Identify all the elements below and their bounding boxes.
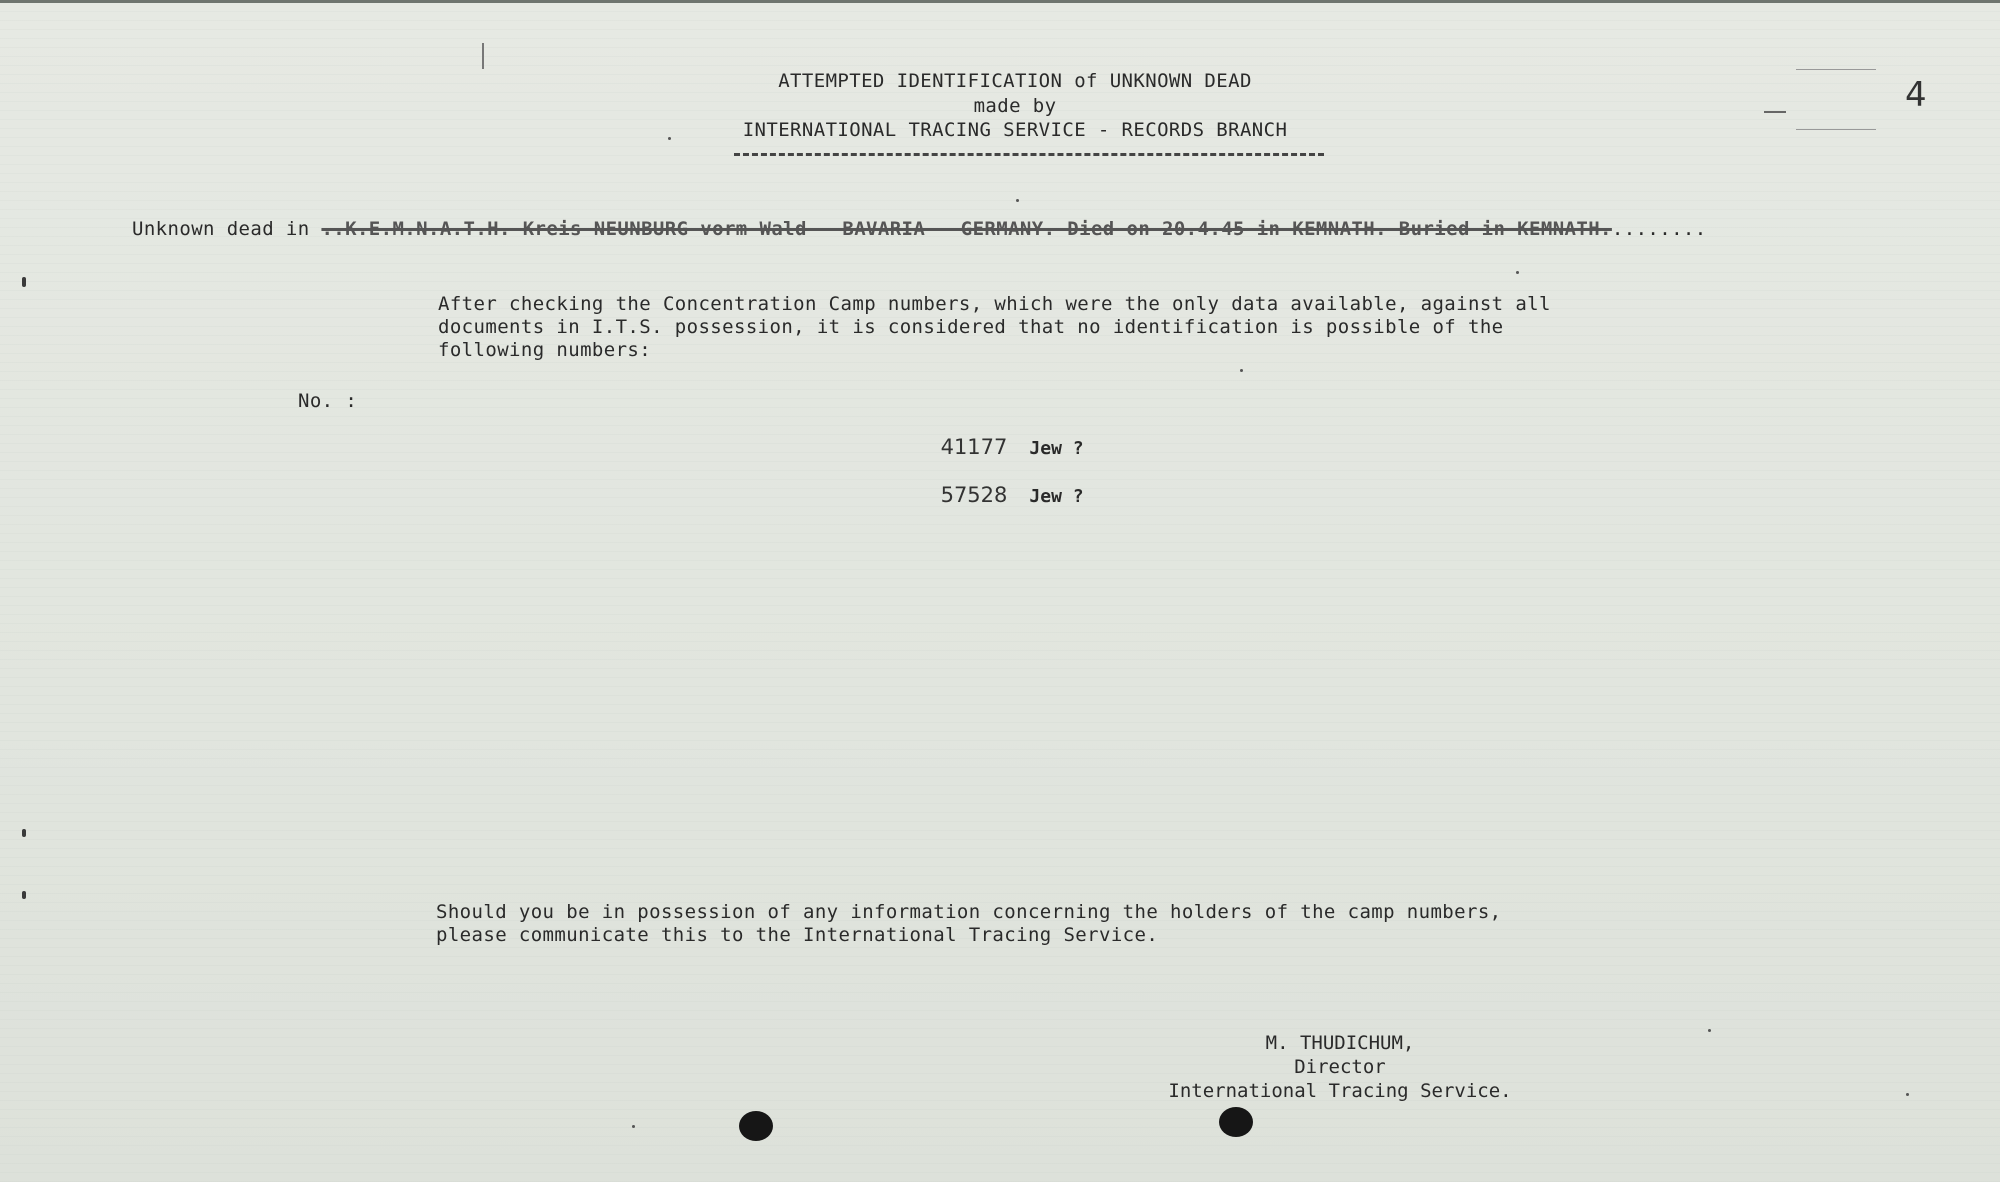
findings-paragraph: After checking the Concentration Camp numbers, which were the only data available, against all documents in I.T.S. possession, it is considered that no identification is possible of the following numbers: [438, 293, 1551, 361]
stray-mark [1796, 129, 1876, 130]
camp-number-entry [890, 459, 1084, 531]
stray-mark [482, 43, 484, 69]
document-title: ATTEMPTED IDENTIFICATION of UNKNOWN DEAD [778, 70, 1252, 92]
signature-block [1150, 1031, 1530, 1103]
margin-mark [22, 277, 26, 287]
punch-hole [739, 1111, 773, 1141]
paper-speck [1016, 199, 1019, 202]
issuing-organization: INTERNATIONAL TRACING SERVICE - RECORDS BRANCH [742, 119, 1288, 141]
paper-speck [632, 1125, 635, 1128]
stray-mark [1796, 69, 1876, 70]
punch-hole [1219, 1107, 1253, 1137]
paper-speck [1240, 369, 1243, 372]
location-prefix: Unknown dead in [132, 218, 322, 240]
signatory-title: Director [1294, 1056, 1386, 1078]
page-number: 4 [1905, 75, 1927, 115]
stray-mark [1764, 111, 1786, 113]
camp-number: 57528 [940, 483, 1008, 507]
location-line [132, 217, 1707, 241]
camp-number-note: Jew ? [1029, 486, 1084, 507]
camp-number: 41177 [940, 435, 1008, 459]
signatory-name: M. THUDICHUM, [1265, 1032, 1415, 1054]
document-subtitle: made by [973, 95, 1057, 117]
location-struck-text: ..K.E.M.N.A.T.H. Kreis NEUNBURG vorm Wald - BAVARIA - GERMANY. Died on 20.4.45 in KEMNATH. Buried in KEMNATH. [321, 218, 1612, 240]
location-dots: ........ [1611, 218, 1707, 240]
title-underline [734, 153, 1324, 156]
margin-mark [22, 891, 26, 899]
paper-speck [668, 137, 671, 140]
margin-mark [22, 829, 26, 837]
request-paragraph: Should you be in possession of any information concerning the holders of the camp numbers, please communicate this to the International Tracing Service. [436, 901, 1502, 946]
paper-speck [1708, 1029, 1711, 1032]
numbers-label: No. : [298, 390, 358, 412]
paper-speck [1906, 1093, 1909, 1096]
signatory-organization: International Tracing Service. [1168, 1080, 1512, 1102]
paper-speck [1516, 271, 1519, 274]
camp-number-note: Jew ? [1029, 438, 1084, 459]
